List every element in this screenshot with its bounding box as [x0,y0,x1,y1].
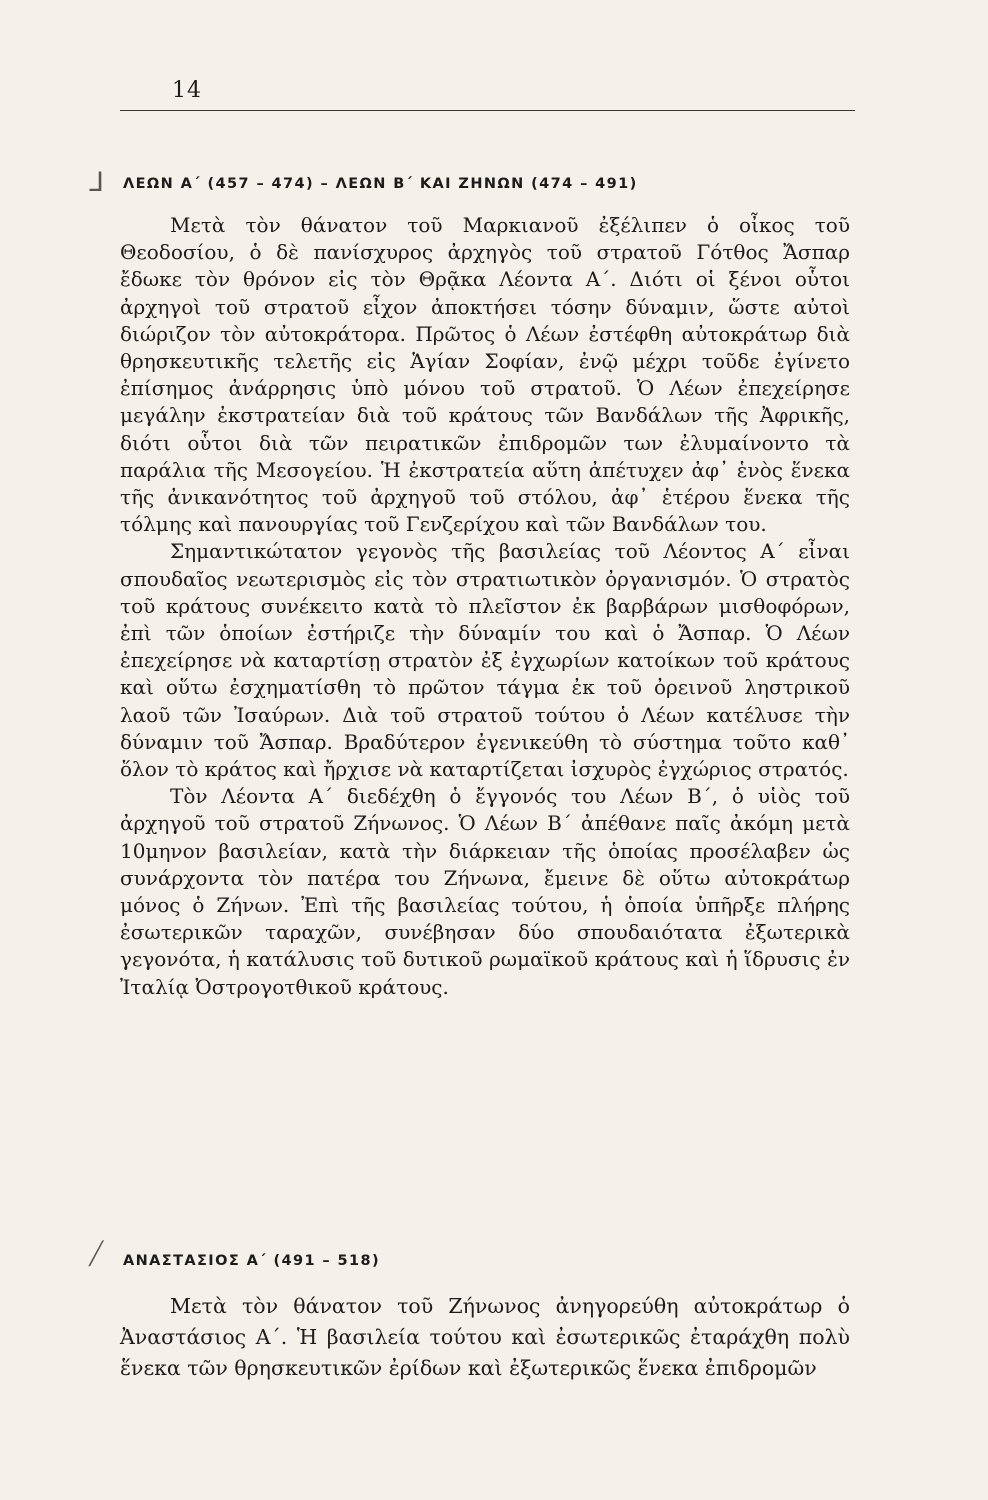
section-body [120,212,850,1001]
section-heading: ΛΕΩΝ Α΄ (457 – 474) – ΛΕΩΝ Β΄ ΚΑΙ ΖΗΝΩΝ (474 – 491) [123,176,638,192]
page-number: 14 [172,78,202,103]
header-rule [120,110,855,111]
section-heading: ΑΝΑΣΤΑΣΙΟΣ Α΄ (491 – 518) [123,1253,380,1269]
paragraph: Μετὰ τὸν θάνατον τοῦ Ζήνωνος ἀνηγορεύθη αὐτοκράτωρ ὁ Ἀναστάσιος Α΄. Ἡ βασιλεία τούτου καὶ ἐσωτερικῶς ἐταράχθη πολὺ ἕνεκα τῶν θρησκευτικῶν ἐρίδων καὶ ἐξωτερικῶς ἕνεκα ἐπιδρομῶν [120,1294,850,1380]
paragraph: Σημαντικώτατον γεγονὸς τῆς βασιλείας τοῦ Λέοντος Α΄ εἶναι σπουδαῖος νεωτερισμὸς εἰς τὸν στρατιωτικὸν ὀργανισμόν. Ὁ στρατὸς τοῦ κράτους συνέκειτο κατὰ τὸ πλεῖστον ἐκ βαρβάρων μισθοφόρων, ἐπὶ τῶν ὁποίων ἐστήριζε τὴν δύναμίν του καὶ ὁ Ἄσπαρ. Ὁ Λέων ἐπεχείρησε νὰ καταρτίσῃ στρατὸν ἐξ ἐγχωρίων κατοίκων τοῦ κράτους καὶ οὕτω ἐσχηματίσθη τὸ πρῶτον τάγμα ἐκ τοῦ ὀρεινοῦ ληστρικοῦ λαοῦ τῶν Ἰσαύρων. Διὰ τοῦ στρατοῦ τούτου ὁ Λέων κατέλυσε τὴν δύναμιν τοῦ Ἄσπαρ. Βραδύτερον ἐγενικεύθη τὸ σύστημα τοῦτο καθ᾽ ὅλον τὸ κράτος καὶ ἤρχισε νὰ καταρτίζεται ἰσχυρὸς ἐγχώριος στρατός. [120,539,850,782]
margin-mark: ⟋ [82,1235,111,1274]
paragraph: Μετὰ τὸν θάνατον τοῦ Μαρκιανοῦ ἐξέλιπεν ὁ οἶκος τοῦ Θεοδοσίου, ὁ δὲ πανίσχυρος ἀρχηγὸς τοῦ στρατοῦ Γότθος Ἄσπαρ ἔδωκε τὸν θρόνον εἰς τὸν Θρᾷκα Λέοντα Α΄. Διότι οἱ ξένοι οὗτοι ἀρχηγοὶ τοῦ στρατοῦ εἶχον ἀποκτήσει τόσην δύναμιν, ὥστε αὐτοὶ διώριζον τὸν αὐτοκράτορα. Πρῶτος ὁ Λέων ἐστέφθη αὐτοκράτωρ διὰ θρησκευτικῆς τελετῆς εἰς Ἁγίαν Σοφίαν, ἐνῷ μέχρι τοῦδε ἐγίνετο ἐπίσημος ἀνάρρησις ὑπὸ μόνου τοῦ στρατοῦ. Ὁ Λέων ἐπεχείρησε μεγάλην ἐκστρατείαν διὰ τοῦ κράτους τῶν Βανδάλων τῆς Ἀφρικῆς, διότι οὗτοι διὰ τῶν πειρατικῶν ἐπιδρομῶν των ἐλυμαίνοντο τὰ παράλια τῆς Μεσογείου. Ἡ ἐκστρατεία αὕτη ἀπέτυχεν ἀφ᾽ ἑνὸς ἕνεκα τῆς ἀνικανότητος τοῦ ἀρχηγοῦ τοῦ στόλου, ἀφ᾽ ἑτέρου ἕνεκα τῆς τόλμης καὶ πανουργίας τοῦ Γενζερίχου καὶ τῶν Βανδάλων του. [120,213,850,537]
margin-mark: ᒧ [88,168,104,198]
section-body [120,1291,850,1384]
paragraph: Τὸν Λέοντα Α΄ διεδέχθη ὁ ἔγγονός του Λέων Β΄, ὁ υἱὸς τοῦ ἀρχηγοῦ τοῦ στρατοῦ Ζήνωνος. Ὁ Λέων Β΄ ἀπέθανε παῖς ἀκόμη μετὰ 10μηνον βασιλείαν, κατὰ τὴν διάρκειαν τῆς ὁποίας προσέλαβεν ὡς συνάρχοντα τὸν πατέρα του Ζήνωνα, ἔμεινε δὲ οὕτω αὐτοκράτωρ μόνος ὁ Ζήνων. Ἐπὶ τῆς βασιλείας τούτου, ἡ ὁποία ὑπῆρξε πλήρης ἐσωτερικῶν ταραχῶν, συνέβησαν δύο σπουδαιότατα ἐξωτερικὰ γεγονότα, ἡ κατάλυσις τοῦ δυτικοῦ ρωμαϊκοῦ κράτους καὶ ἡ ἵδρυσις ἐν Ἰταλίᾳ Ὀστρογοτθικοῦ κράτους. [120,784,850,999]
